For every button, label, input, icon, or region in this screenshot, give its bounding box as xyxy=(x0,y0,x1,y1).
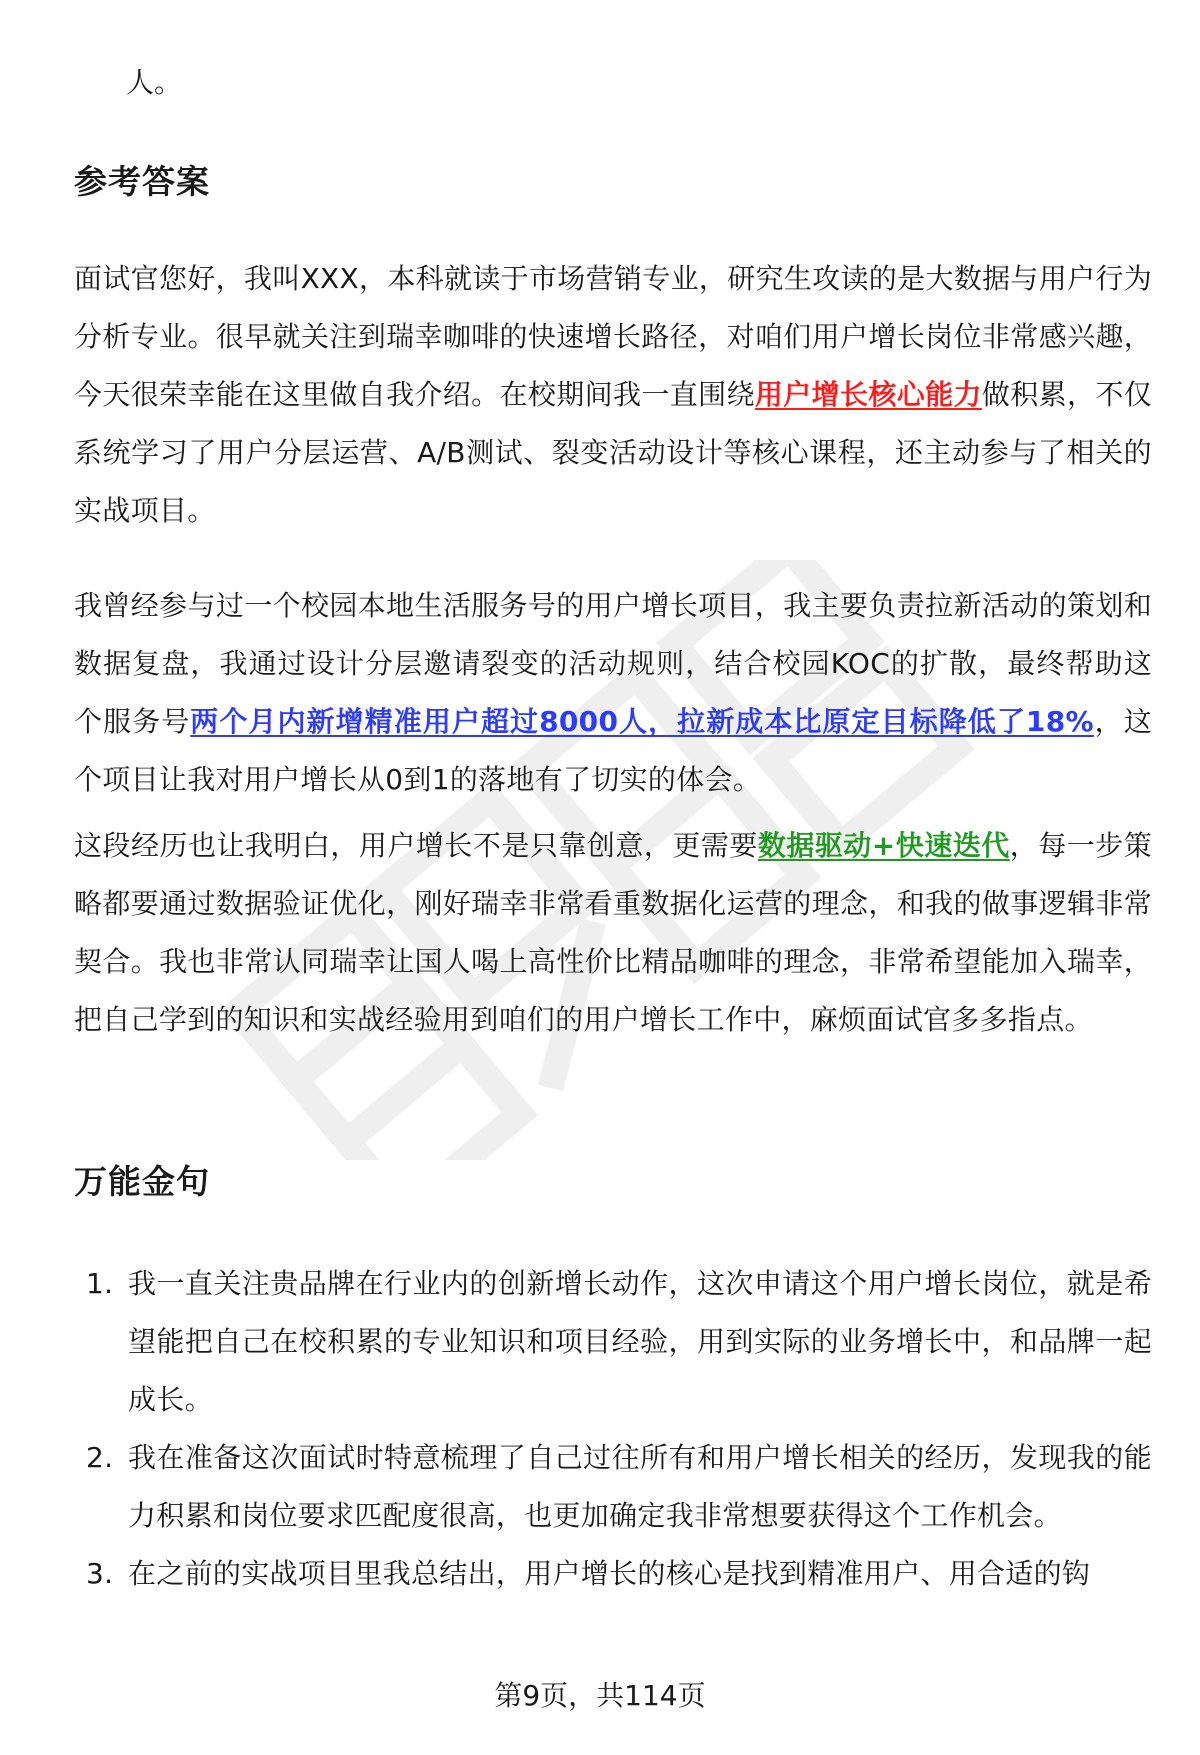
list-item xyxy=(74,1255,1152,1429)
paragraph-text: ，这个项目让我对用户增长从0到1的落地有了切实的体会。 xyxy=(74,705,1152,796)
continuation-text: 人。 xyxy=(126,66,183,99)
phrases-list xyxy=(74,1255,1152,1603)
list-item-text: 我一直关注贵品牌在行业内的创新增长动作，这次申请这个用户增长岗位，就是希望能把自己在校积累的专业知识和项目经验，用到实际的业务增长中，和品牌一起成长。 xyxy=(128,1267,1152,1416)
paragraph-text: ，每一步策略都要通过数据验证优化，刚好瑞幸非常看重数据化运营的理念，和我的做事逻辑非常契合。我也非常认同瑞幸让国人喝上高性价比精品咖啡的理念，非常希望能加入瑞幸，把自己学到的知识和实战经验用到咱们的用户增长工作中，麻烦面试官多多指点。 xyxy=(74,829,1153,1036)
list-item-text: 我在准备这次面试时特意梳理了自己过往所有和用户增长相关的经历，发现我的能力积累和岗位要求匹配度很高，也更加确定我非常想要获得这个工作机会。 xyxy=(128,1441,1152,1532)
list-item xyxy=(74,1429,1152,1545)
answer-paragraph-1 xyxy=(74,250,1152,540)
section-heading-phrases: 万能金句 xyxy=(74,1162,210,1201)
paragraph-text: 面试官您好，我叫XXX，本科就读于市场营销专业，研究生攻读的是大数据与用户行为分析专业。很早就关注到瑞幸咖啡的快速增长路径，对咱们用户增长岗位非常感兴趣，今天很荣幸能在这里做自我介绍。在校期间我一直围绕 xyxy=(74,262,1152,411)
highlight-green: 数据驱动+快速迭代 xyxy=(757,829,1010,862)
highlight-blue: 两个月内新增精准用户超过8000人，拉新成本比原定目标降低了18% xyxy=(190,705,1094,738)
paragraph-text: 我曾经参与过一个校园本地生活服务号的用户增长项目，我主要负责拉新活动的策划和数据复盘，我通过设计分层邀请裂变的活动规则，结合校园KOC的扩散，最终帮助这个服务号 xyxy=(74,589,1152,738)
list-item-text: 在之前的实战项目里我总结出，用户增长的核心是找到精准用户、用合适的钩 xyxy=(128,1557,1091,1590)
answer-paragraph-2 xyxy=(74,577,1152,809)
list-item xyxy=(74,1545,1152,1603)
list-number: 3. xyxy=(86,1557,114,1590)
list-number: 2. xyxy=(86,1441,114,1474)
paragraph-text: 做积累，不仅系统学习了用户分层运营、A/B测试、裂变活动设计等核心课程，还主动参与了相关的实战项目。 xyxy=(74,378,1152,527)
highlight-red: 用户增长核心能力 xyxy=(754,378,982,411)
answer-paragraph-3 xyxy=(74,817,1152,1049)
list-number: 1. xyxy=(86,1267,114,1300)
page-number-footer: 第9页，共114页 xyxy=(494,1679,706,1712)
section-heading-answer: 参考答案 xyxy=(74,162,210,201)
paragraph-text: 这段经历也让我明白，用户增长不是只靠创意，更需要 xyxy=(74,829,758,862)
